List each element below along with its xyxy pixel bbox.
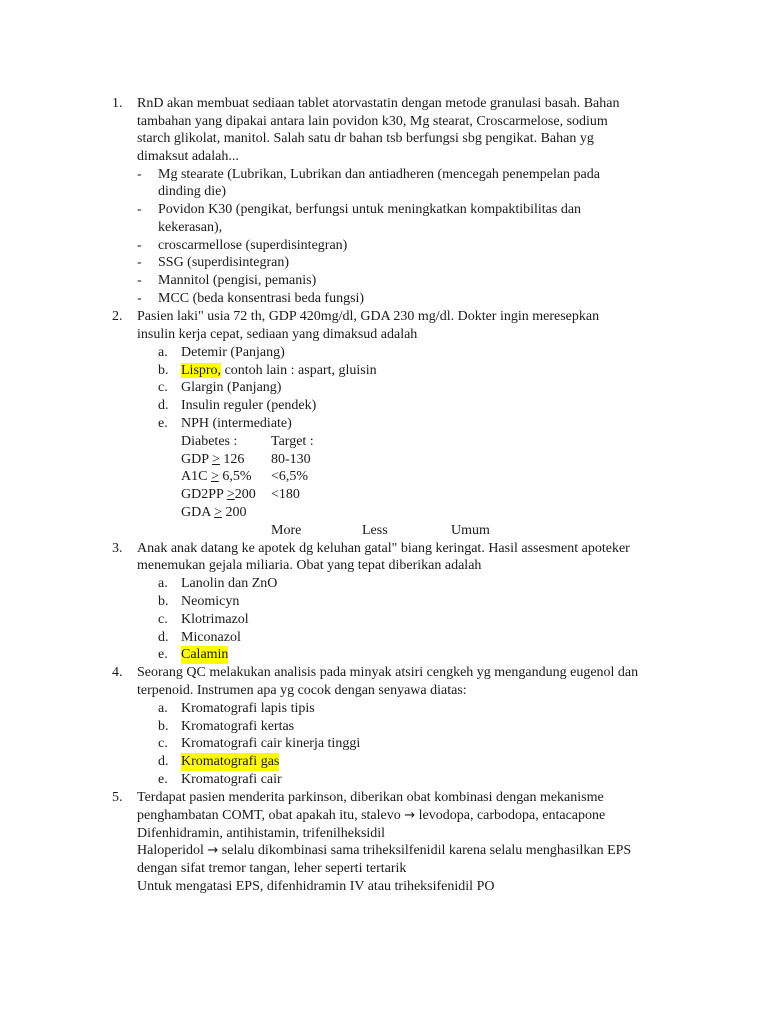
option-note: contoh lain : aspart, gluisin <box>224 363 377 378</box>
question-text: Terdapat pasien menderita parkinson, diberikan obat kombinasi dengan mekanisme <box>137 790 604 805</box>
highlighted-answer: Kromatografi gas <box>181 754 280 769</box>
right-arrow-icon: → <box>404 808 416 823</box>
question-text: dimaksut adalah... <box>137 149 239 164</box>
option-letter: a. <box>158 701 168 716</box>
table-cell: <180 <box>271 487 300 502</box>
option-text: Neomicyn <box>181 594 240 609</box>
bullet-dash: - <box>137 291 142 306</box>
option-letter: c. <box>158 612 168 627</box>
bullet-text: dinding die) <box>158 184 227 199</box>
question-text: terpenoid. Instrumen apa yg cocok dengan senyawa diatas: <box>137 683 467 698</box>
note-text: Untuk mengatasi EPS, difenhidramin IV atau triheksifenidil PO <box>137 879 495 894</box>
option-letter: b. <box>158 719 169 734</box>
table-header-diabetes: Diabetes : <box>181 434 238 449</box>
question-number: 1. <box>112 96 123 111</box>
bullet-text: croscarmellose (superdisintegran) <box>158 238 348 253</box>
option-letter: e. <box>158 647 168 662</box>
option-text <box>181 362 377 380</box>
option-letter: e. <box>158 416 168 431</box>
bullet-text: Mannitol (pengisi, pemanis) <box>158 273 317 288</box>
question-text: Pasien laki" usia 72 th, GDP 420mg/dl, GDA 230 mg/dl. Dokter ingin meresepkan <box>137 309 600 324</box>
bullet-text: kekerasan), <box>158 220 223 235</box>
table-header-target: Target : <box>271 434 314 449</box>
bullet-text: Povidon K30 (pengikat, berfungsi untuk meningkatkan kompaktibilitas dan <box>158 202 582 217</box>
question-text: tambahan yang dipakai antara lain povidon k30, Mg stearat, Croscarmelose, sodium <box>137 114 608 129</box>
option-letter: a. <box>158 345 168 360</box>
option-letter: d. <box>158 398 169 413</box>
table-cell: <6,5% <box>271 469 309 484</box>
question-text: insulin kerja cepat, sediaan yang dimaksud adalah <box>137 327 418 342</box>
right-arrow-icon: → <box>207 843 219 858</box>
question-text: RnD akan membuat sediaan tablet atorvastatin dengan metode granulasi basah. Bahan <box>137 96 620 111</box>
question-text: Anak anak datang ke apotek dg keluhan gatal" biang keringat. Hasil assesment apoteker <box>137 541 630 556</box>
option-text: Insulin reguler (pendek) <box>181 398 317 413</box>
option-letter: e. <box>158 772 168 787</box>
bullet-dash: - <box>137 202 142 217</box>
option-letter: b. <box>158 363 169 378</box>
note-text: Difenhidramin, antihistamin, trifenilheksidil <box>137 826 386 841</box>
option-text: Detemir (Panjang) <box>181 345 285 360</box>
highlighted-answer: Lispro, <box>181 363 222 378</box>
option-letter: c. <box>158 380 168 395</box>
option-text: Kromatografi cair <box>181 772 282 787</box>
note-text: dengan sifat tremor tangan, leher seperti tertarik <box>137 861 407 876</box>
option-text: NPH (intermediate) <box>181 416 292 431</box>
option-text: Miconazol <box>181 630 241 645</box>
option-text: Kromatografi kertas <box>181 719 295 734</box>
footer-more: More <box>271 523 302 538</box>
option-text: Glargin (Panjang) <box>181 380 282 395</box>
option-letter: b. <box>158 594 169 609</box>
question-number: 2. <box>112 309 123 324</box>
question-text: Seorang QC melakukan analisis pada minyak atsiri cengkeh yg mengandung eugenol dan <box>137 665 639 680</box>
question-text: menemukan gejala miliaria. Obat yang tepat diberikan adalah <box>137 558 482 573</box>
option-text: Klotrimazol <box>181 612 249 627</box>
option-letter: d. <box>158 754 169 769</box>
option-letter: a. <box>158 576 168 591</box>
question-text: starch glikolat, manitol. Salah satu dr bahan tsb berfungsi sbg pengikat. Bahan yg <box>137 131 594 146</box>
table-cell: GD2PP >200 <box>181 487 256 502</box>
bullet-text: MCC (beda konsentrasi beda fungsi) <box>158 291 365 306</box>
footer-less: Less <box>362 523 388 538</box>
option-letter: d. <box>158 630 169 645</box>
table-cell: GDA > 200 <box>181 505 247 520</box>
question-text: penghambatan COMT, obat apakah itu, stalevo → levodopa, carbodopa, entacapone <box>137 808 606 823</box>
option-letter: c. <box>158 736 168 751</box>
table-cell: GDP > 126 <box>181 452 245 467</box>
bullet-dash: - <box>137 238 142 253</box>
option-text: Lanolin dan ZnO <box>181 576 278 591</box>
option-text: Kromatografi lapis tipis <box>181 701 315 716</box>
highlighted-answer: Calamin <box>181 647 229 662</box>
bullet-dash: - <box>137 273 142 288</box>
bullet-dash: - <box>137 167 142 182</box>
question-number: 5. <box>112 790 123 805</box>
table-cell: 80-130 <box>271 452 311 467</box>
bullet-text: Mg stearate (Lubrikan, Lubrikan dan antiadheren (mencegah penempelan pada <box>158 167 600 182</box>
option-text: Kromatografi cair kinerja tinggi <box>181 736 361 751</box>
note-text: Haloperidol → selalu dikombinasi sama triheksilfenidil karena selalu menghasilkan EPS <box>137 843 632 858</box>
table-cell: A1C > 6,5% <box>181 469 252 484</box>
question-number: 4. <box>112 665 123 680</box>
bullet-text: SSG (superdisintegran) <box>158 255 290 270</box>
question-number: 3. <box>112 541 123 556</box>
footer-umum: Umum <box>451 523 490 538</box>
bullet-dash: - <box>137 255 142 270</box>
